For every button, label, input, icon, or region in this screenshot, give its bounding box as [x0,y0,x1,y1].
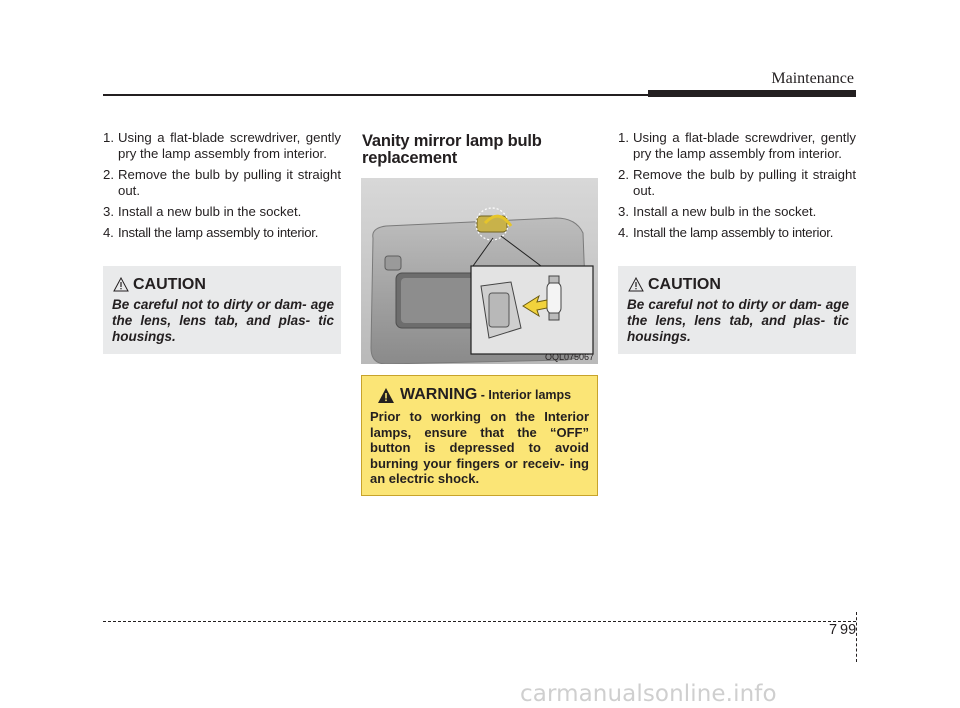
page-number: 99 [840,622,857,638]
step-item: 3. Install a new bulb in the socket. [103,204,302,219]
step-item: 4. Install the lamp assembly to interior. [618,225,834,240]
caution-box [103,266,341,354]
step-item: 1. Using a flat-blade screwdriver, gently pry the lamp assembly from interior. [618,130,856,161]
step-item: 3. Install a new bulb in the socket. [618,204,817,219]
section-heading: Vanity mirror lamp bulb replacement [362,132,542,167]
step-list [618,130,856,241]
step-list [103,130,341,241]
step-item: 1. Using a flat-blade screwdriver, gently pry the lamp assembly from interior. [103,130,341,161]
step-item: 2. Remove the bulb by pulling it straight out. [103,167,341,198]
caution-text: Be careful not to dirty or dam- age the lens, lens tab, and plas- tic housings. [112,297,334,344]
caution-triangle-icon [628,277,644,292]
right-column [618,130,856,246]
step-item: 2. Remove the bulb by pulling it straight out. [618,167,856,198]
warning-title: WARNING - Interior lamps [400,386,572,403]
caution-triangle-icon [113,277,129,292]
footer-divider [856,612,857,662]
vanity-mirror-lamp-illustration [361,178,598,364]
header-rule [103,94,651,96]
left-column [103,130,341,246]
caution-text: Be careful not to dirty or dam- age the lens, lens tab, and plas- tic housings. [627,297,849,344]
caution-box [618,266,856,354]
footer-rule [103,621,856,622]
step-item: 4. Install the lamp assembly to interior. [103,225,319,240]
figure-code: OQL075067 [544,352,594,362]
caution-title: CAUTION [648,276,721,293]
chapter-number: 7 [829,622,838,638]
warning-triangle-icon [377,387,395,404]
warning-text: Prior to working on the Interior lamps, ensure that the “OFF” button is depressed to avoid burning your fingers or receiv- ing an electric shock. [370,409,589,486]
vanity-mirror-drawing [361,178,598,364]
caution-title: CAUTION [133,276,206,293]
header-rule-accent [648,90,856,97]
warning-box [361,375,598,496]
watermark[interactable]: carmanualsonline.info [520,681,777,707]
warning-subtitle: - Interior lamps [477,388,572,402]
section-title: Maintenance [771,70,854,87]
